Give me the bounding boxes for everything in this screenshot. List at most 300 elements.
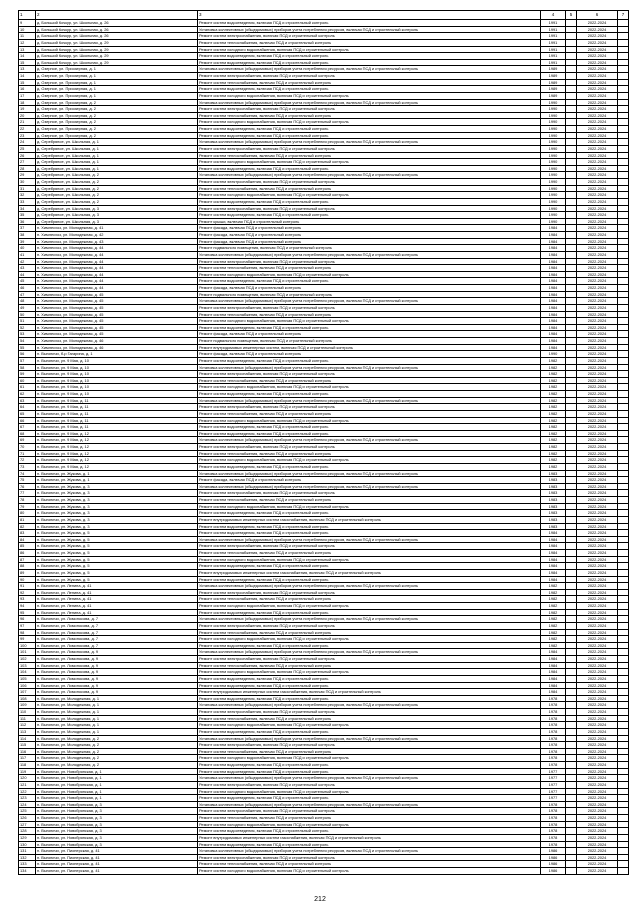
row-number-cell: 10 (19, 26, 36, 33)
row-number-cell: 84 (19, 536, 36, 543)
period-cell: 2022-2024 (577, 649, 618, 656)
empty-cell (566, 709, 577, 716)
empty-cell (618, 225, 629, 232)
row-number-cell: 25 (19, 145, 36, 152)
column-header-4: 4 (541, 11, 566, 20)
table-row (19, 185, 629, 192)
empty-cell (618, 285, 629, 292)
row-number-cell: 105 (19, 675, 36, 682)
period-cell: 2022-2024 (577, 609, 618, 616)
year-cell: 1982 (541, 450, 566, 457)
empty-cell (566, 265, 577, 272)
year-cell: 1982 (541, 444, 566, 451)
address-cell: п. Выгоничи, ул. Ломоносова, д. 7 (36, 629, 198, 636)
period-cell: 2022-2024 (577, 238, 618, 245)
work-type-cell: Ремонт систем водоотведения, включая ПСД и строительный контроль (198, 563, 541, 570)
table-row (19, 702, 629, 709)
address-cell: п. Выгоничи, ул. Ломоносова, д. 9 (36, 669, 198, 676)
row-number-cell: 20 (19, 112, 36, 119)
work-type-cell: Ремонт систем электроснабжения, включая ПСД и строительный контроль (198, 742, 541, 749)
column-header-1: 1 (19, 11, 36, 20)
row-number-cell: 94 (19, 603, 36, 610)
empty-cell (618, 258, 629, 265)
address-cell: п. Выгоничи, ул. Жукова, д. 1 (36, 470, 198, 477)
table-row (19, 159, 629, 166)
address-cell: д. Серебряное, ул. Школьная, д. 2 (36, 198, 198, 205)
empty-cell (618, 86, 629, 93)
address-cell: п. Химлесхоз, ул. Молодежная, д. 44 (36, 251, 198, 258)
address-cell: д. Серебряное, ул. Школьная, д. 2 (36, 192, 198, 199)
table-row (19, 788, 629, 795)
table-row (19, 576, 629, 583)
year-cell: 1984 (541, 338, 566, 345)
period-cell: 2022-2024 (577, 344, 618, 351)
period-cell: 2022-2024 (577, 172, 618, 179)
period-cell: 2022-2024 (577, 258, 618, 265)
row-number-cell: 118 (19, 762, 36, 769)
empty-cell (566, 530, 577, 537)
row-number-cell: 37 (19, 225, 36, 232)
table-row (19, 417, 629, 424)
empty-cell (566, 675, 577, 682)
row-number-cell: 77 (19, 490, 36, 497)
year-cell: 1984 (541, 563, 566, 570)
table-row (19, 662, 629, 669)
row-number-cell: 108 (19, 695, 36, 702)
address-cell: п. Выгоничи, ул. Ленина, д. 41 (36, 589, 198, 596)
year-cell: 1984 (541, 318, 566, 325)
row-number-cell: 104 (19, 669, 36, 676)
period-cell: 2022-2024 (577, 126, 618, 133)
work-type-cell: Ремонт систем электроснабжения, включая ПСД и строительный контроль (198, 589, 541, 596)
address-cell: п. Выгоничи, ул. Молодежная, д. 1 (36, 722, 198, 729)
period-cell: 2022-2024 (577, 39, 618, 46)
work-type-cell: Ремонт систем холодного водоснабжения, включая ПСД и строительный контроль (198, 271, 541, 278)
year-cell: 1978 (541, 841, 566, 848)
year-cell: 1984 (541, 656, 566, 663)
empty-cell (566, 450, 577, 457)
address-cell: п. Выгоничи, ул. Жукова, д. 5 (36, 556, 198, 563)
empty-cell (618, 424, 629, 431)
empty-cell (618, 709, 629, 716)
table-row (19, 722, 629, 729)
empty-cell (618, 742, 629, 749)
year-cell: 1978 (541, 808, 566, 815)
period-cell: 2022-2024 (577, 457, 618, 464)
address-cell: д. Озерное, ул. Приозерная, д. 2 (36, 119, 198, 126)
row-number-cell: 81 (19, 516, 36, 523)
empty-cell (566, 722, 577, 729)
empty-cell (618, 834, 629, 841)
page-number: 212 (314, 896, 326, 903)
table-row (19, 689, 629, 696)
empty-cell (566, 444, 577, 451)
year-cell: 1983 (541, 503, 566, 510)
table-row (19, 583, 629, 590)
period-cell: 2022-2024 (577, 139, 618, 146)
period-cell: 2022-2024 (577, 79, 618, 86)
row-number-cell: 124 (19, 801, 36, 808)
year-cell: 1991 (541, 33, 566, 40)
row-number-cell: 24 (19, 139, 36, 146)
work-type-cell: Ремонт систем электроснабжения, включая ПСД и строительный контроль (198, 205, 541, 212)
period-cell: 2022-2024 (577, 788, 618, 795)
work-type-cell: Ремонт систем холодного водоснабжения, включая ПСД и строительный контроль (198, 755, 541, 762)
row-number-cell: 92 (19, 589, 36, 596)
year-cell: 1982 (541, 397, 566, 404)
period-cell: 2022-2024 (577, 132, 618, 139)
year-cell: 1990 (541, 351, 566, 358)
period-cell: 2022-2024 (577, 854, 618, 861)
work-type-cell: Ремонт систем водоотведения, включая ПСД и строительный контроль (198, 212, 541, 219)
work-type-cell: Ремонт систем электроснабжения, включая ПСД и строительный контроль (198, 854, 541, 861)
address-cell: д. Озерное, ул. Приозерная, д. 1 (36, 73, 198, 80)
address-cell: п. Выгоничи, ул. 9 Мая, д. 12 (36, 457, 198, 464)
empty-cell (566, 649, 577, 656)
column-header-2: 2 (36, 11, 198, 20)
empty-cell (566, 669, 577, 676)
row-number-cell: 133 (19, 861, 36, 868)
work-type-cell: Ремонт систем водоотведения, включая ПСД и строительный контроль (198, 642, 541, 649)
empty-cell (618, 662, 629, 669)
table-row (19, 73, 629, 80)
year-cell: 1982 (541, 371, 566, 378)
work-type-cell: Ремонт систем электроснабжения, включая ПСД и строительный контроль (198, 709, 541, 716)
work-type-cell: Ремонт систем холодного водоснабжения, включая ПСД и строительный контроль (198, 417, 541, 424)
year-cell: 1982 (541, 583, 566, 590)
period-cell: 2022-2024 (577, 20, 618, 27)
empty-cell (618, 768, 629, 775)
table-row (19, 424, 629, 431)
address-cell: п. Выгоничи, ул. Новобрянская, д. 3 (36, 821, 198, 828)
table-row (19, 298, 629, 305)
work-type-cell: Ремонт систем электроснабжения, включая ПСД и строительный контроль (198, 781, 541, 788)
row-number-cell: 56 (19, 351, 36, 358)
period-cell: 2022-2024 (577, 371, 618, 378)
table-row (19, 79, 629, 86)
address-cell: д. Большой Кочкур, ул. Школьная, д. 26 (36, 33, 198, 40)
work-type-cell: Ремонт систем электроснабжения, включая ПСД и строительный контроль (198, 656, 541, 663)
year-cell: 1982 (541, 357, 566, 364)
empty-cell (566, 232, 577, 239)
empty-cell (566, 165, 577, 172)
empty-cell (566, 112, 577, 119)
empty-cell (618, 642, 629, 649)
year-cell: 1984 (541, 311, 566, 318)
period-cell: 2022-2024 (577, 675, 618, 682)
empty-cell (618, 126, 629, 133)
empty-cell (618, 656, 629, 663)
address-cell: д. Большой Кочкур, ул. Школьная, д. 29 (36, 53, 198, 60)
year-cell: 1982 (541, 391, 566, 398)
period-cell: 2022-2024 (577, 430, 618, 437)
year-cell: 1990 (541, 159, 566, 166)
empty-cell (618, 616, 629, 623)
year-cell: 1990 (541, 132, 566, 139)
empty-cell (618, 795, 629, 802)
empty-cell (566, 868, 577, 875)
empty-cell (566, 457, 577, 464)
row-number-cell: 59 (19, 371, 36, 378)
year-cell: 1978 (541, 722, 566, 729)
period-cell: 2022-2024 (577, 589, 618, 596)
address-cell: п. Выгоничи, ул. Ломоносова, д. 9 (36, 649, 198, 656)
period-cell: 2022-2024 (577, 251, 618, 258)
table-row (19, 516, 629, 523)
year-cell: 1978 (541, 742, 566, 749)
address-cell: п. Выгоничи, ул. Молодежная, д. 1 (36, 695, 198, 702)
row-number-cell: 44 (19, 271, 36, 278)
empty-cell (618, 682, 629, 689)
year-cell: 1991 (541, 59, 566, 66)
table-row (19, 278, 629, 285)
address-cell: д. Большой Кочкур, ул. Школьная, д. 29 (36, 59, 198, 66)
table-row (19, 384, 629, 391)
empty-cell (618, 39, 629, 46)
empty-cell (566, 523, 577, 530)
table-row (19, 510, 629, 517)
work-type-cell: Ремонт подвального помещения, включая ПСД и строительный контроль (198, 338, 541, 345)
period-cell: 2022-2024 (577, 762, 618, 769)
empty-cell (566, 424, 577, 431)
address-cell: п. Выгоничи, ул. Пионерская, д. 41 (36, 868, 198, 875)
period-cell: 2022-2024 (577, 516, 618, 523)
table-row (19, 66, 629, 73)
table-row (19, 179, 629, 186)
period-cell: 2022-2024 (577, 656, 618, 663)
table-row (19, 139, 629, 146)
year-cell: 1990 (541, 172, 566, 179)
period-cell: 2022-2024 (577, 417, 618, 424)
period-cell: 2022-2024 (577, 596, 618, 603)
row-number-cell: 41 (19, 251, 36, 258)
table-row (19, 238, 629, 245)
empty-cell (618, 46, 629, 53)
empty-cell (618, 470, 629, 477)
work-type-cell: Ремонт систем теплоснабжения, включая ПСД и строительный контроль (198, 311, 541, 318)
address-cell: п. Выгоничи, ул. 9 Мая, д. 10 (36, 391, 198, 398)
empty-cell (566, 490, 577, 497)
work-type-cell: Ремонт систем теплоснабжения, включая ПСД и строительный контроль (198, 450, 541, 457)
empty-cell (618, 92, 629, 99)
table-row (19, 603, 629, 610)
capital-repair-table (18, 10, 629, 875)
address-cell: п. Выгоничи, ул. Ломоносова, д. 9 (36, 689, 198, 696)
address-cell: п. Выгоничи, ул. Ломоносова, д. 9 (36, 675, 198, 682)
row-number-cell: 86 (19, 550, 36, 557)
empty-cell (618, 179, 629, 186)
period-cell: 2022-2024 (577, 291, 618, 298)
row-number-cell: 21 (19, 119, 36, 126)
work-type-cell: Установка коллективных (общедомовых) приборов учета потребления ресурсов, включая ПСД и строительный контроль (198, 298, 541, 305)
row-number-cell: 103 (19, 662, 36, 669)
table-row (19, 483, 629, 490)
empty-cell (618, 490, 629, 497)
row-number-cell: 78 (19, 497, 36, 504)
row-number-cell: 58 (19, 364, 36, 371)
address-cell: д. Серебряное, ул. Школьная, д. 1 (36, 145, 198, 152)
work-type-cell: Ремонт систем холодного водоснабжения, включая ПСД и строительный контроль (198, 603, 541, 610)
empty-cell (618, 841, 629, 848)
row-number-cell: 130 (19, 841, 36, 848)
period-cell: 2022-2024 (577, 437, 618, 444)
address-cell: п. Выгоничи, ул. Ломоносова, д. 9 (36, 682, 198, 689)
address-cell: п. Химлесхоз, ул. Молодежная, д. 45 (36, 291, 198, 298)
table-row (19, 318, 629, 325)
table-row (19, 768, 629, 775)
year-cell: 1984 (541, 324, 566, 331)
address-cell: п. Выгоничи, ул. Ломоносова, д. 7 (36, 642, 198, 649)
empty-cell (618, 298, 629, 305)
empty-cell (566, 808, 577, 815)
work-type-cell: Ремонт систем теплоснабжения, включая ПСД и строительный контроль (198, 748, 541, 755)
empty-cell (618, 410, 629, 417)
empty-cell (566, 285, 577, 292)
address-cell: д. Озерное, ул. Приозерная, д. 2 (36, 126, 198, 133)
period-cell: 2022-2024 (577, 404, 618, 411)
year-cell: 1982 (541, 622, 566, 629)
work-type-cell: Ремонт систем холодного водоснабжения, включая ПСД и строительный контроль (198, 318, 541, 325)
empty-cell (566, 715, 577, 722)
address-cell: п. Выгоничи, ул. Жукова, д. 5 (36, 569, 198, 576)
work-type-cell: Ремонт систем холодного водоснабжения, включая ПСД и строительный контроль (198, 46, 541, 53)
address-cell: п. Химлесхоз, ул. Молодежная, д. 44 (36, 245, 198, 252)
address-cell: д. Большой Кочкур, ул. Школьная, д. 29 (36, 46, 198, 53)
empty-cell (618, 569, 629, 576)
year-cell: 1983 (541, 483, 566, 490)
address-cell: д. Серебряное, ул. Школьная, д. 3 (36, 205, 198, 212)
row-number-cell: 95 (19, 609, 36, 616)
work-type-cell: Ремонт систем электроснабжения, включая ПСД и строительный контроль (198, 258, 541, 265)
period-cell: 2022-2024 (577, 311, 618, 318)
row-number-cell: 122 (19, 788, 36, 795)
column-header-7: 7 (618, 11, 629, 20)
empty-cell (566, 145, 577, 152)
empty-cell (618, 510, 629, 517)
period-cell: 2022-2024 (577, 92, 618, 99)
table-row (19, 523, 629, 530)
empty-cell (618, 324, 629, 331)
period-cell: 2022-2024 (577, 636, 618, 643)
address-cell: д. Серебряное, ул. Школьная, д. 2 (36, 179, 198, 186)
period-cell: 2022-2024 (577, 576, 618, 583)
table-row (19, 232, 629, 239)
empty-cell (618, 26, 629, 33)
period-cell: 2022-2024 (577, 99, 618, 106)
row-number-cell: 100 (19, 642, 36, 649)
period-cell: 2022-2024 (577, 165, 618, 172)
empty-cell (566, 642, 577, 649)
year-cell: 1984 (541, 689, 566, 696)
work-type-cell: Ремонт систем электроснабжения, включая ПСД и строительный контроль (198, 444, 541, 451)
work-type-cell: Ремонт систем холодного водоснабжения, включая ПСД и строительный контроль (198, 669, 541, 676)
empty-cell (566, 795, 577, 802)
empty-cell (618, 198, 629, 205)
address-cell: п. Выгоничи, ул. Пионерская, д. 41 (36, 854, 198, 861)
empty-cell (618, 132, 629, 139)
empty-cell (618, 695, 629, 702)
empty-cell (566, 841, 577, 848)
address-cell: д. Серебряное, ул. Школьная, д. 1 (36, 152, 198, 159)
work-type-cell: Ремонт систем водоотведения, включая ПСД и строительный контроль (198, 795, 541, 802)
year-cell: 1984 (541, 251, 566, 258)
period-cell: 2022-2024 (577, 569, 618, 576)
empty-cell (566, 79, 577, 86)
row-number-cell: 18 (19, 99, 36, 106)
row-number-cell: 51 (19, 318, 36, 325)
table-row (19, 742, 629, 749)
period-cell: 2022-2024 (577, 603, 618, 610)
address-cell: п. Выгоничи, ул. Молодежная, д. 1 (36, 709, 198, 716)
table-row (19, 748, 629, 755)
year-cell: 1983 (541, 477, 566, 484)
empty-cell (566, 53, 577, 60)
period-cell: 2022-2024 (577, 775, 618, 782)
empty-cell (566, 73, 577, 80)
empty-cell (566, 304, 577, 311)
year-cell: 1982 (541, 364, 566, 371)
work-type-cell: Ремонт систем теплоснабжения, включая ПСД и строительный контроль (198, 815, 541, 822)
empty-cell (618, 391, 629, 398)
work-type-cell: Установка коллективных (общедомовых) приборов учета потребления ресурсов, включая ПСД и строительный контроль (198, 364, 541, 371)
address-cell: д. Серебряное, ул. Школьная, д. 1 (36, 159, 198, 166)
row-number-cell: 60 (19, 377, 36, 384)
address-cell: п. Химлесхоз, ул. Молодежная, д. 44 (36, 271, 198, 278)
address-cell: п. Выгоничи, ул. Пионерская, д. 41 (36, 848, 198, 855)
table-row (19, 344, 629, 351)
work-type-cell: Ремонт систем холодного водоснабжения, включая ПСД и строительный контроль (198, 457, 541, 464)
work-type-cell: Ремонт систем водоотведения, включая ПСД и строительный контроль (198, 675, 541, 682)
work-type-cell: Ремонт систем водоотведения, включая ПСД и строительный контроль (198, 695, 541, 702)
empty-cell (618, 801, 629, 808)
row-number-cell: 13 (19, 46, 36, 53)
empty-cell (566, 357, 577, 364)
address-cell: д. Серебряное, ул. Школьная, д. 3 (36, 212, 198, 219)
empty-cell (566, 702, 577, 709)
empty-cell (566, 861, 577, 868)
period-cell: 2022-2024 (577, 278, 618, 285)
address-cell: п. Выгоничи, ул. 9 Мая, д. 12 (36, 444, 198, 451)
address-cell: п. Выгоничи, ул. 9 Мая, д. 11 (36, 404, 198, 411)
table-row (19, 669, 629, 676)
empty-cell (618, 344, 629, 351)
table-row (19, 20, 629, 27)
empty-cell (566, 821, 577, 828)
empty-cell (566, 569, 577, 576)
address-cell: п. Выгоничи, ул. Ломоносова, д. 9 (36, 656, 198, 663)
address-cell: п. Выгоничи, ул. Новобрянская, д. 1 (36, 795, 198, 802)
table-row (19, 258, 629, 265)
address-cell: п. Химлесхоз, ул. Молодежная, д. 46 (36, 338, 198, 345)
work-type-cell: Ремонт фасада, включая ПСД и строительный контроль (198, 238, 541, 245)
work-type-cell: Ремонт систем теплоснабжения, включая ПСД и строительный контроль (198, 596, 541, 603)
table-row (19, 821, 629, 828)
work-type-cell: Установка коллективных (общедомовых) приборов учета потребления ресурсов, включая ПСД и строительный контроль (198, 775, 541, 782)
year-cell: 1984 (541, 536, 566, 543)
period-cell: 2022-2024 (577, 364, 618, 371)
empty-cell (618, 417, 629, 424)
row-number-cell: 64 (19, 404, 36, 411)
address-cell: п. Выгоничи, ул. Жукова, д. 3 (36, 497, 198, 504)
empty-cell (618, 139, 629, 146)
empty-cell (566, 437, 577, 444)
empty-cell (618, 351, 629, 358)
row-number-cell: 120 (19, 775, 36, 782)
row-number-cell: 79 (19, 503, 36, 510)
empty-cell (618, 868, 629, 875)
table-row (19, 430, 629, 437)
row-number-cell: 109 (19, 702, 36, 709)
